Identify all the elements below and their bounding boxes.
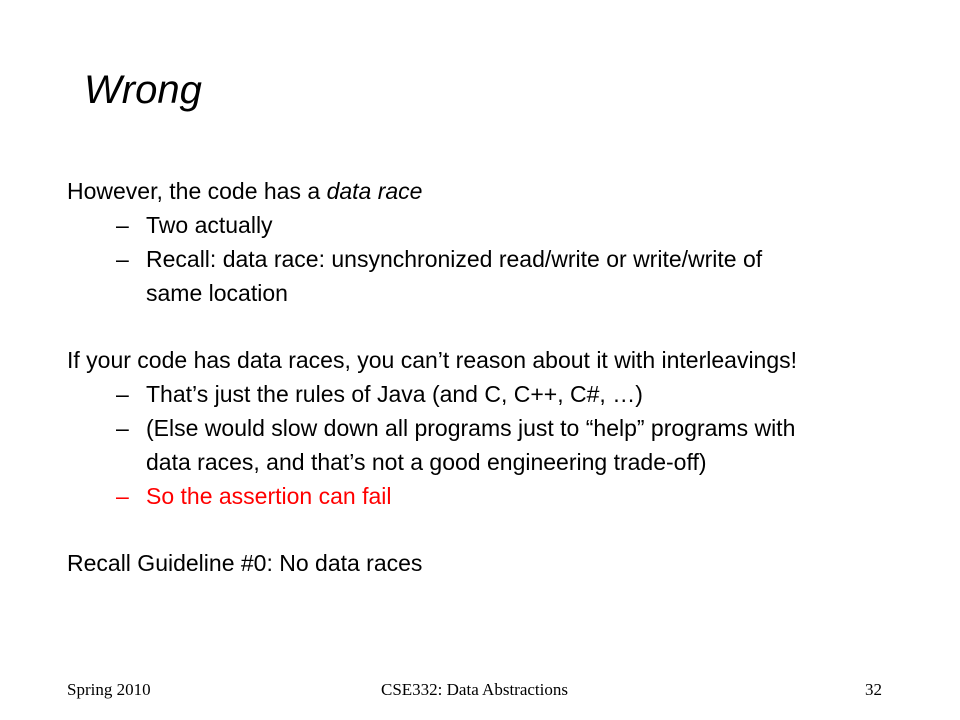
slide-title: Wrong — [84, 68, 202, 112]
slide-body — [67, 174, 927, 580]
footer-page-number: 32 — [865, 680, 882, 699]
bullet-dash: – — [116, 415, 129, 441]
bullet-dash: – — [116, 381, 129, 407]
paragraph-data-race-text: However, the code has a — [67, 178, 327, 204]
bullet-two-actually — [67, 208, 927, 242]
bullet-text-highlight: So the assertion can fail — [146, 483, 392, 509]
footer-term: Spring 2010 — [67, 680, 151, 699]
bullet-text: Recall: data race: unsynchronized read/write or write/write of — [146, 246, 763, 272]
bullet-text-continued: same location — [146, 280, 288, 306]
paragraph-guideline: Recall Guideline #0: No data races — [67, 550, 423, 576]
bullet-recall-data-race — [67, 242, 927, 310]
data-race-emphasis: data race — [326, 178, 423, 204]
bullet-assertion-fail — [67, 479, 927, 513]
bullet-text-continued: data races, and that’s not a good engineering trade-off) — [146, 449, 707, 475]
bullet-dash: – — [116, 483, 129, 509]
bullet-text: That’s just the rules of Java (and C, C++, C#, …) — [146, 381, 643, 407]
paragraph-interleavings: If your code has data races, you can’t reason about it with interleavings! — [67, 347, 798, 373]
bullet-dash: – — [116, 212, 129, 238]
bullet-slow-down — [67, 411, 927, 479]
bullet-text: (Else would slow down all programs just to “help” programs with — [146, 415, 796, 441]
footer-course: CSE332: Data Abstractions — [381, 680, 568, 699]
bullet-text: Two actually — [146, 212, 273, 238]
bullet-java-rules — [67, 377, 927, 411]
bullet-dash: – — [116, 246, 129, 272]
paragraph-data-race — [67, 174, 927, 208]
